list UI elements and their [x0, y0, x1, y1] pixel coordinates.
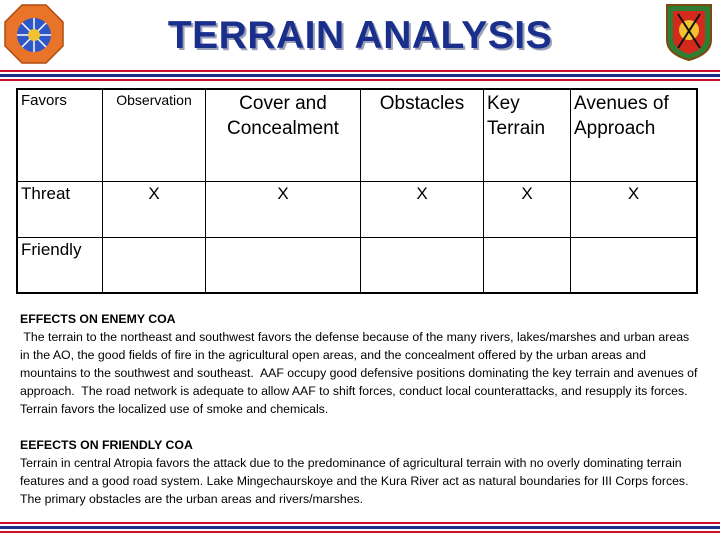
page-title: TERRAIN ANALYSIS — [167, 14, 553, 57]
cell-threat-obstacles: X — [361, 181, 484, 237]
table-row — [17, 181, 697, 237]
enemy-coa-paragraph: The terrain to the northeast and southwest favors the defense because of the many rivers, lakes/marshes and urban areas in the AO, the good fields of fire in the agricultural open areas, and the concealment offered by the urban areas and mountains to the southwest and southeast. AAF occupy good defensive positions dominating the key terrain and avenues of approach. The road network is adequate to allow AAF to shift forces, conduct local counterattacks, and resupply its forces. Terrain favors the localized use of smoke and chemicals. — [20, 330, 701, 416]
terrain-analysis-table — [16, 88, 698, 294]
friendly-coa-paragraph: Terrain in central Atropia favors the attack due to the predominance of agricultural terrain with no overly dominating terrain features and a good road system. Lake Mingechaurskoye and the Kura River act as natural boundaries for III Corps forces. The primary obstacles are the urban areas and rivers/marshes. — [20, 456, 689, 506]
row-label-friendly: Friendly — [17, 237, 103, 293]
row-label-threat: Threat — [17, 181, 103, 237]
cell-threat-avenues: X — [571, 181, 698, 237]
header-observation: Observation — [103, 89, 206, 181]
cell-threat-observation: X — [103, 181, 206, 237]
header-key-terrain: Key Terrain — [484, 89, 571, 181]
analysis-text — [20, 310, 700, 508]
unit-shield-icon — [664, 2, 714, 62]
cell-threat-key-terrain: X — [484, 181, 571, 237]
cell-friendly-observation — [103, 237, 206, 293]
footer-divider — [0, 522, 720, 533]
enemy-coa-heading: EFFECTS ON ENEMY COA — [20, 312, 176, 326]
table-row — [17, 237, 697, 293]
header-obstacles: Obstacles — [361, 89, 484, 181]
cell-threat-cover: X — [206, 181, 361, 237]
friendly-coa-heading: EEFECTS ON FRIENDLY COA — [20, 438, 193, 452]
cell-friendly-cover — [206, 237, 361, 293]
header-divider — [0, 70, 720, 81]
cell-friendly-obstacles — [361, 237, 484, 293]
cell-friendly-avenues — [571, 237, 698, 293]
cell-friendly-key-terrain — [484, 237, 571, 293]
header-favors: Favors — [17, 89, 103, 181]
header-cover-concealment: Cover and Concealment — [206, 89, 361, 181]
header-avenues-of-approach: Avenues of Approach — [571, 89, 698, 181]
table-header-row — [17, 89, 697, 181]
